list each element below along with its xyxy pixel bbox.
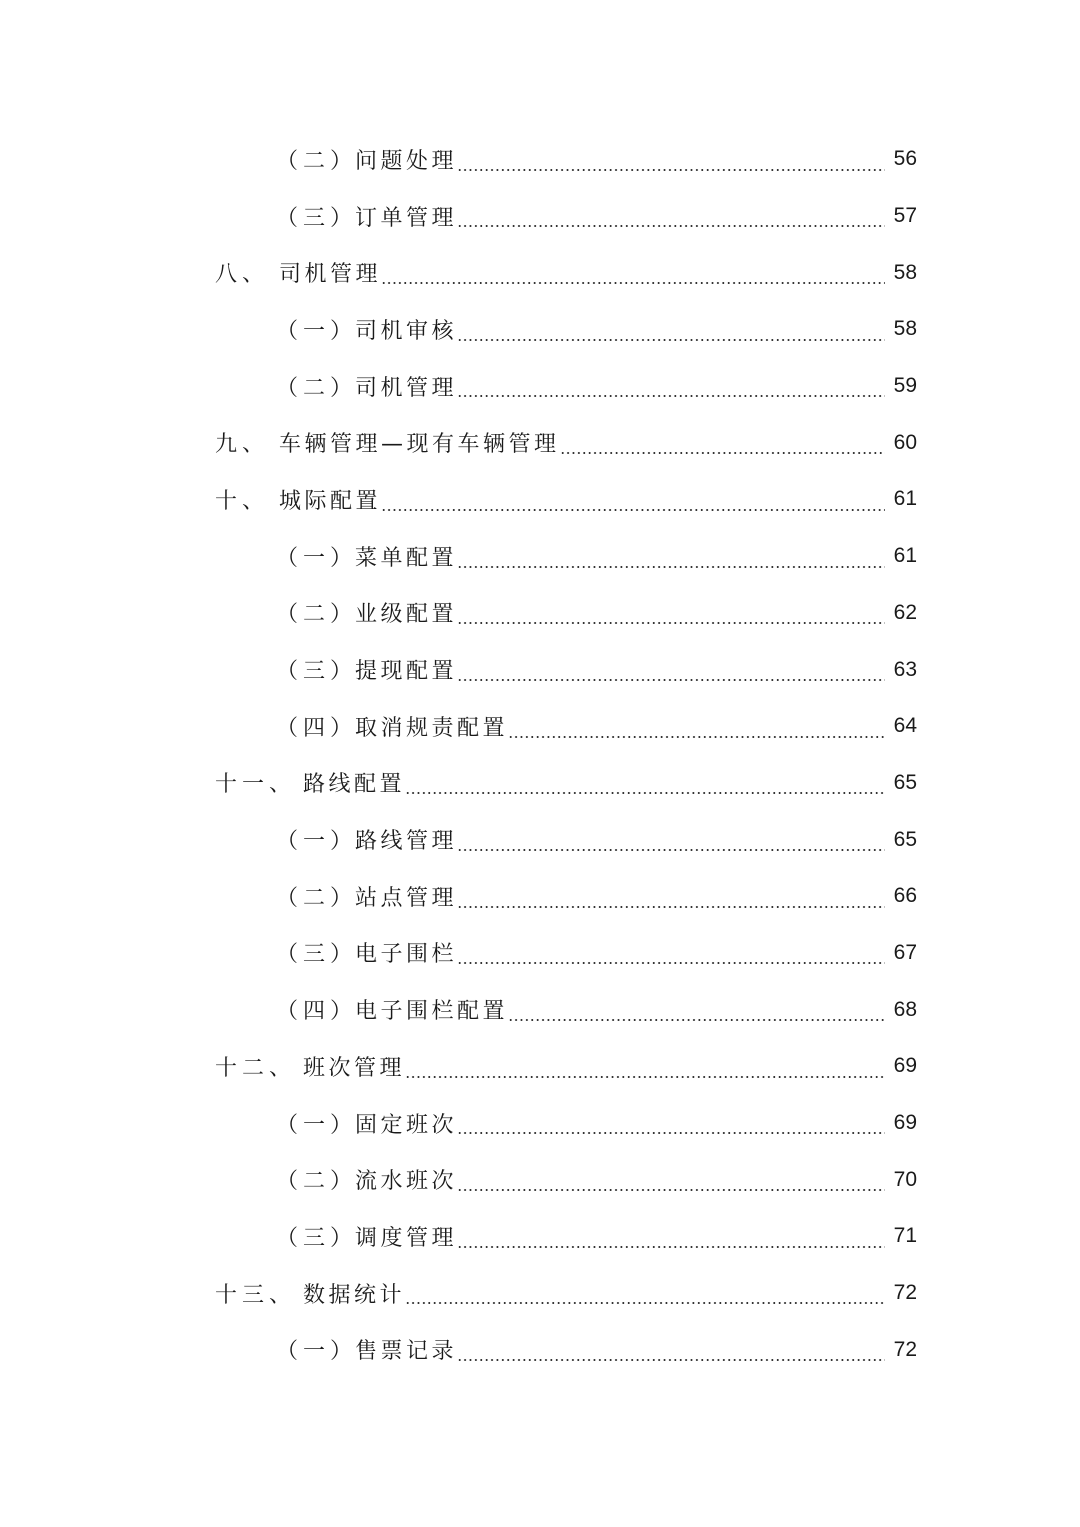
toc-entry-title: 数据统计 <box>303 1282 406 1308</box>
toc-entry[interactable] <box>0 131 1080 188</box>
toc-entry-page: 58 <box>893 317 917 341</box>
toc-entry-page: 72 <box>893 1281 917 1305</box>
toc-entry[interactable] <box>0 1095 1080 1152</box>
toc-entry[interactable] <box>0 641 1080 698</box>
toc-entry-number: （一） <box>276 1112 358 1138</box>
toc-entry-page: 65 <box>893 827 917 851</box>
dot-leader <box>457 1359 885 1361</box>
toc-entry-page: 70 <box>893 1167 917 1191</box>
toc-entry-number: （二） <box>276 375 358 401</box>
toc-entry-number: （一） <box>276 545 358 571</box>
toc-entry-page: 58 <box>893 260 917 284</box>
toc-entry-title: 路线管理 <box>355 829 458 855</box>
toc-entry[interactable] <box>0 1208 1080 1265</box>
toc-entry-number: 十二、 <box>215 1055 297 1081</box>
toc-entry-page: 63 <box>893 657 917 681</box>
toc-entry-title: 站点管理 <box>355 885 458 911</box>
toc-entry-number: （三） <box>276 1225 358 1251</box>
toc-entry[interactable] <box>0 301 1080 358</box>
toc-entry[interactable] <box>0 868 1080 925</box>
toc-entry-title: 电子围栏配置 <box>355 999 509 1025</box>
dot-leader <box>457 566 885 568</box>
dot-leader <box>457 622 885 624</box>
toc-entry-page: 56 <box>893 147 917 171</box>
toc-entry-page: 64 <box>893 714 917 738</box>
dot-leader <box>508 1019 885 1021</box>
toc-entry[interactable] <box>0 811 1080 868</box>
toc-entry-title: 业级配置 <box>355 602 458 628</box>
toc-entry-title: 路线配置 <box>303 772 406 798</box>
toc-entry[interactable] <box>0 244 1080 301</box>
toc-entry-page: 57 <box>893 204 917 228</box>
toc-entry-title: 司机管理 <box>279 262 382 288</box>
toc-entry-title: 售票记录 <box>355 1339 458 1365</box>
dot-leader <box>457 1189 885 1191</box>
toc-entry-title: 提现配置 <box>355 659 458 685</box>
toc-entry-number: （二） <box>276 602 358 628</box>
toc-entry-title: 流水班次 <box>355 1169 458 1195</box>
dot-leader <box>457 169 885 171</box>
toc-entry-title: 问题处理 <box>355 148 458 174</box>
toc-entry-page: 61 <box>893 487 917 511</box>
toc-entry[interactable] <box>0 1151 1080 1208</box>
dot-leader <box>560 452 885 454</box>
toc-entry-title: 订单管理 <box>355 205 458 231</box>
dot-leader <box>457 1132 885 1134</box>
toc-entry-title: 菜单配置 <box>355 545 458 571</box>
toc-entry-number: （三） <box>276 205 358 231</box>
dot-leader <box>381 509 885 511</box>
toc-entry-page: 67 <box>893 940 917 964</box>
toc-entry-number: （三） <box>276 659 358 685</box>
toc-entry-page: 61 <box>893 544 917 568</box>
toc-entry-title: 城际配置 <box>279 488 382 514</box>
toc-entry-title: 班次管理 <box>303 1055 406 1081</box>
dot-leader <box>457 225 885 227</box>
toc-entry-number: 八、 <box>215 262 270 288</box>
dot-leader <box>405 792 885 794</box>
dot-leader <box>457 395 885 397</box>
toc-entry-title: 车辆管理—现有车辆管理 <box>279 432 560 458</box>
dot-leader <box>457 679 885 681</box>
toc-entry-number: 十一、 <box>215 772 297 798</box>
toc-entry[interactable] <box>0 925 1080 982</box>
toc-entry-number: 十、 <box>215 488 270 514</box>
toc-entry[interactable] <box>0 528 1080 585</box>
toc-entry[interactable] <box>0 414 1080 471</box>
toc-entry-page: 59 <box>893 374 917 398</box>
dot-leader <box>457 339 885 341</box>
toc-entry-title: 取消规责配置 <box>355 715 509 741</box>
toc-entry-number: （四） <box>276 715 358 741</box>
toc-entry-number: 十三、 <box>215 1282 297 1308</box>
toc-entry[interactable] <box>0 755 1080 812</box>
toc-entry-page: 71 <box>893 1224 917 1248</box>
toc-entry[interactable] <box>0 1038 1080 1095</box>
toc-entry-number: （四） <box>276 999 358 1025</box>
toc-entry-number: （二） <box>276 1169 358 1195</box>
toc-entry[interactable] <box>0 188 1080 245</box>
toc-entry[interactable] <box>0 698 1080 755</box>
toc-entry-title: 固定班次 <box>355 1112 458 1138</box>
toc-entry-title: 电子围栏 <box>355 942 458 968</box>
toc-entry-page: 68 <box>893 997 917 1021</box>
dot-leader <box>508 736 885 738</box>
toc-entry-number: （二） <box>276 885 358 911</box>
toc-entry-page: 65 <box>893 770 917 794</box>
toc-entry[interactable] <box>0 981 1080 1038</box>
table-of-contents <box>0 131 1080 1378</box>
dot-leader <box>405 1302 885 1304</box>
dot-leader <box>457 849 885 851</box>
dot-leader <box>457 906 885 908</box>
toc-entry[interactable] <box>0 585 1080 642</box>
toc-entry-page: 72 <box>893 1337 917 1361</box>
toc-entry[interactable] <box>0 471 1080 528</box>
toc-entry-page: 60 <box>893 430 917 454</box>
toc-entry-title: 司机管理 <box>355 375 458 401</box>
toc-entry-title: 调度管理 <box>355 1225 458 1251</box>
toc-entry-number: （三） <box>276 942 358 968</box>
toc-entry-page: 69 <box>893 1054 917 1078</box>
toc-entry-title: 司机审核 <box>355 318 458 344</box>
dot-leader <box>457 962 885 964</box>
dot-leader <box>457 1246 885 1248</box>
toc-entry-page: 66 <box>893 884 917 908</box>
toc-entry-number: （一） <box>276 318 358 344</box>
toc-entry-number: （一） <box>276 1339 358 1365</box>
toc-entry[interactable] <box>0 1265 1080 1322</box>
toc-entry[interactable] <box>0 1321 1080 1378</box>
toc-entry-page: 69 <box>893 1111 917 1135</box>
toc-entry-number: 九、 <box>215 432 270 458</box>
toc-entry-number: （一） <box>276 829 358 855</box>
dot-leader <box>381 282 885 284</box>
dot-leader <box>405 1076 885 1078</box>
toc-entry-page: 62 <box>893 600 917 624</box>
toc-entry[interactable] <box>0 358 1080 415</box>
toc-entry-number: （二） <box>276 148 358 174</box>
